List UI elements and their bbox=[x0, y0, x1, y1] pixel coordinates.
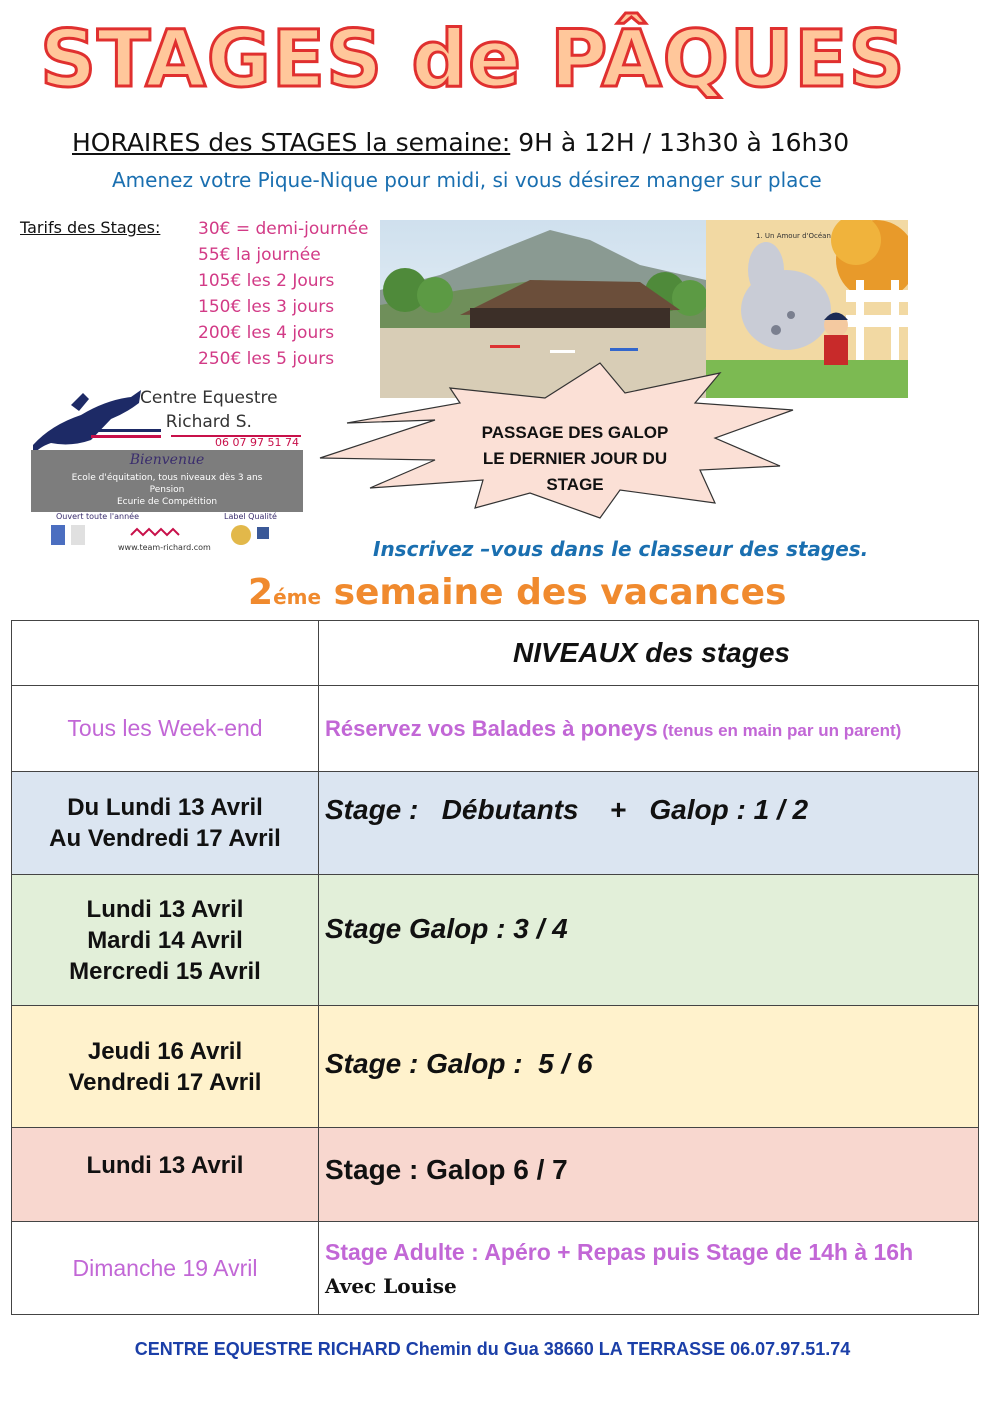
row-dates bbox=[12, 686, 319, 772]
logo-desc2: Pension bbox=[149, 485, 185, 495]
date-line: Mercredi 15 Avril bbox=[69, 957, 261, 985]
table-row bbox=[12, 686, 979, 772]
logo-desc bbox=[31, 472, 303, 508]
tarif-item: 200€ les 4 jours bbox=[198, 323, 335, 343]
row-stage: Stage Galop : 3 / 4 bbox=[319, 875, 979, 1006]
table-row bbox=[12, 1128, 979, 1222]
hours-value: 9H à 12H / 13h30 à 16h30 bbox=[510, 128, 850, 157]
row-stage bbox=[319, 686, 979, 772]
logo-phone: 06 07 97 51 74 bbox=[215, 436, 299, 449]
date-line: Au Vendredi 17 Avril bbox=[49, 825, 281, 852]
date-line: Jeudi 16 Avril bbox=[87, 1037, 243, 1065]
tarifs-label: Tarifs des Stages: bbox=[20, 218, 161, 237]
register-note: Inscrivez –vous dans le classeur des stages. bbox=[373, 537, 869, 561]
header-empty-cell bbox=[12, 621, 319, 686]
picnic-note: Amenez votre Pique-Nique pour midi, si vous désirez manger sur place bbox=[112, 168, 822, 192]
row-dates bbox=[12, 1006, 319, 1128]
logo-label: Label Qualité bbox=[224, 512, 277, 521]
table-row bbox=[12, 1006, 979, 1128]
week-rest: semaine des vacances bbox=[321, 572, 787, 613]
table-header-row bbox=[12, 621, 979, 686]
galop-notice bbox=[470, 420, 680, 498]
row-stage: Stage : Galop : 5 / 6 bbox=[319, 1006, 979, 1128]
footer-address: CENTRE EQUESTRE RICHARD Chemin du Gua 38660 LA TERRASSE 06.07.97.51.74 bbox=[134, 1339, 851, 1359]
tarifs-list bbox=[198, 216, 368, 372]
row-dates bbox=[12, 772, 319, 875]
date-line: Lundi 13 Avril bbox=[86, 895, 244, 923]
logo-welcome: Bienvenue bbox=[129, 452, 205, 468]
hours-label: HORAIRES des STAGES la semaine: bbox=[72, 128, 511, 157]
tarif-item: 105€ les 2 Jours bbox=[198, 271, 335, 291]
table-row bbox=[12, 1222, 979, 1315]
date-line: Dimanche 19 Avril bbox=[72, 1254, 258, 1281]
tarif-item: 55€ la journée bbox=[198, 245, 321, 265]
burst-line3: STAGE bbox=[546, 475, 604, 494]
logo-line2: Richard S. bbox=[165, 412, 252, 432]
logo-desc1: Ecole d'équitation, tous niveaux dès 3 ans bbox=[71, 473, 263, 483]
tarif-item: 30€ = demi-journée bbox=[198, 219, 369, 239]
page-title: STAGES de PÂQUES bbox=[40, 15, 906, 105]
logo-title bbox=[140, 386, 278, 434]
comic-title: 1. Un Amour d'Océan bbox=[756, 232, 831, 240]
week-number: 2 bbox=[248, 572, 274, 613]
week-sup: éme bbox=[273, 585, 322, 609]
logo-line1: Centre Equestre bbox=[140, 388, 278, 408]
table-header: NIVEAUX des stages bbox=[319, 621, 979, 686]
burst-line1: PASSAGE DES GALOP bbox=[481, 423, 669, 442]
logo-open: Ouvert toute l'année bbox=[56, 512, 140, 521]
stage-extra: Avec Louise bbox=[325, 1273, 457, 1298]
date-line: Lundi 13 Avril bbox=[86, 1152, 244, 1179]
stage-label: Réservez vos Balades à poneys bbox=[325, 715, 658, 741]
row-dates bbox=[12, 1222, 319, 1315]
date-line: Vendredi 17 Avril bbox=[68, 1068, 262, 1096]
row-stage bbox=[319, 1222, 979, 1315]
row-dates bbox=[12, 875, 319, 1006]
logo-desc3: Ecurie de Compétition bbox=[116, 497, 218, 507]
logo-band bbox=[31, 450, 303, 512]
tarif-item: 250€ les 5 jours bbox=[198, 349, 335, 369]
table-row bbox=[12, 875, 979, 1006]
stage-label: Stage Adulte : Apéro + Repas puis Stage de 14h à 16h bbox=[325, 1238, 914, 1265]
row-dates bbox=[12, 1128, 319, 1222]
burst-line2: LE DERNIER JOUR DU bbox=[482, 449, 668, 468]
date-line: Du Lundi 13 Avril bbox=[67, 794, 263, 821]
date-line: Tous les Week-end bbox=[67, 715, 263, 741]
row-stage: Stage : Débutants + Galop : 1 / 2 bbox=[319, 772, 979, 875]
logo-url: www.team-richard.com bbox=[118, 543, 211, 552]
date-line: Mardi 14 Avril bbox=[87, 926, 243, 954]
stage-extra: (tenus en main par un parent) bbox=[657, 720, 902, 740]
schedule-hours bbox=[72, 128, 849, 157]
stages-table bbox=[11, 620, 979, 1315]
row-stage: Stage : Galop 6 / 7 bbox=[319, 1128, 979, 1222]
table-row bbox=[12, 772, 979, 875]
week-heading bbox=[248, 572, 786, 613]
tarif-item: 150€ les 3 jours bbox=[198, 297, 335, 317]
